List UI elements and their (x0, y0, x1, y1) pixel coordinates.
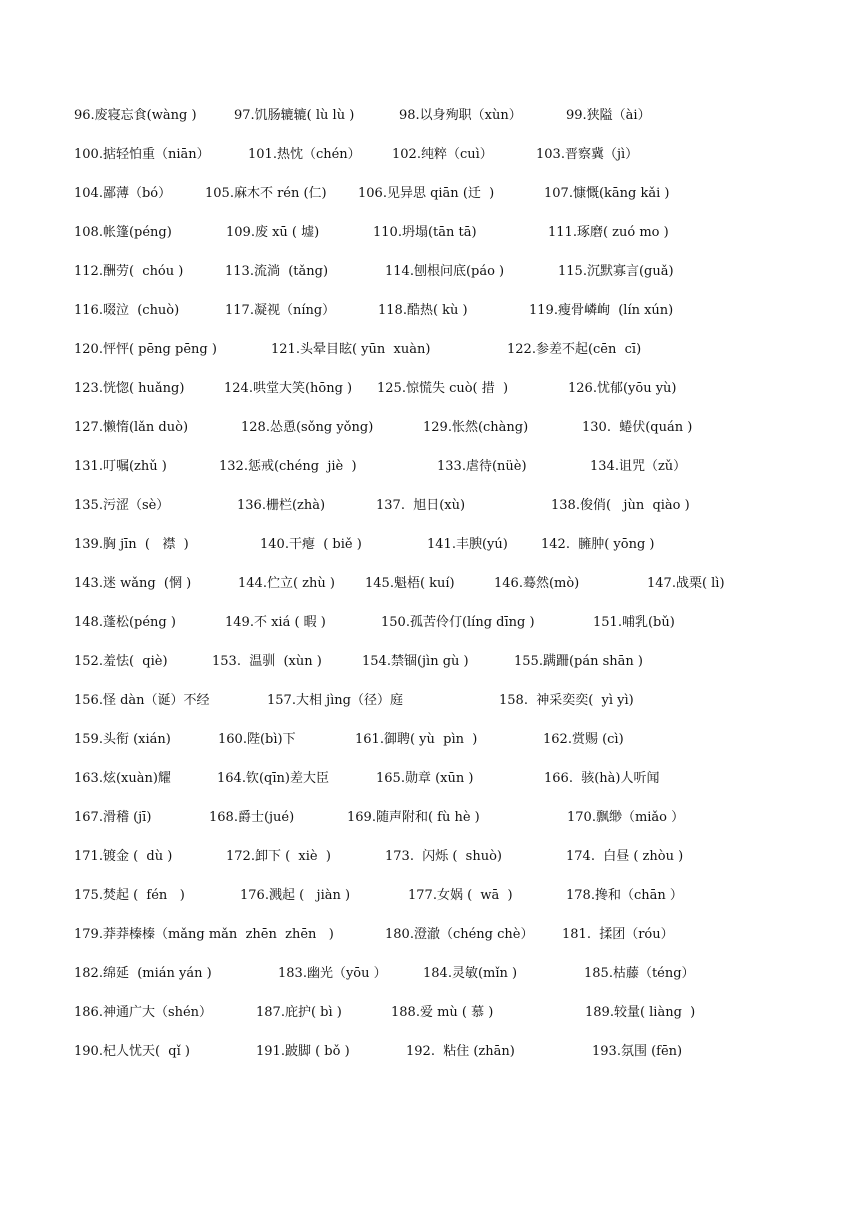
vocab-entry: 181. 揉团（róu） (562, 927, 674, 942)
vocab-entry: 151.哺乳(bǔ) (593, 615, 675, 630)
vocab-entry: 111.琢磨( zuó mo ) (548, 225, 669, 240)
vocab-entry: 175.焚起 ( fén ) (74, 888, 185, 903)
vocab-entry: 139.胸 jīn ( 襟 ) (74, 537, 189, 552)
vocab-entry: 114.刨根问底(páo ) (385, 264, 505, 279)
vocab-entry: 193.氛围 (fēn) (592, 1044, 683, 1059)
vocab-entry: 104.鄙薄（bó） (74, 186, 172, 201)
vocab-entry: 130. 蜷伏(quán ) (582, 420, 693, 435)
vocab-line (74, 302, 860, 324)
vocab-entry: 192. 粘住 (zhān) (406, 1044, 515, 1059)
vocab-entry: 157.大相 jìng（径）庭 (267, 693, 403, 708)
vocab-entry: 115.沉默寡言(guǎ) (558, 264, 674, 279)
vocab-entry: 128.怂恿(sǒng yǒng) (241, 420, 374, 435)
vocab-entry: 97.饥肠辘辘( lù lù ) (234, 108, 355, 123)
vocab-entry: 138.俊俏( jùn qiào ) (551, 498, 690, 513)
vocab-entry: 184.灵敏(mǐn ) (423, 966, 518, 981)
vocab-entry: 159.头衔 (xián) (74, 732, 171, 747)
vocab-entry: 125.惊慌失 cuò( 措 ) (377, 381, 509, 396)
vocab-entry: 132.惩戒(chéng jiè ) (219, 459, 357, 474)
vocab-entry: 165.勋章 (xūn ) (376, 771, 474, 786)
vocab-entry: 164.钦(qīn)差大臣 (217, 771, 329, 786)
vocab-line (74, 146, 860, 168)
vocab-line (74, 107, 860, 129)
vocab-line (74, 458, 860, 480)
vocab-line (74, 809, 860, 831)
vocab-entry: 186.神通广大（shén） (74, 1005, 213, 1020)
vocab-entry: 100.掂轻怕重（niān） (74, 147, 210, 162)
vocab-line (74, 887, 860, 909)
vocab-line (74, 419, 860, 441)
vocab-entry: 172.卸下 ( xiè ) (226, 849, 331, 864)
vocab-entry: 121.头晕目眩( yūn xuàn) (271, 342, 431, 357)
vocab-entry: 163.炫(xuàn)耀 (74, 771, 171, 786)
vocab-entry: 187.庇护( bì ) (256, 1005, 342, 1020)
vocab-entry: 119.瘦骨嶙峋 (lín xún) (529, 303, 674, 318)
vocab-entry: 145.魁梧( kuí) (365, 576, 455, 591)
vocab-entry: 177.女娲 ( wā ) (408, 888, 513, 903)
vocab-entry: 185.枯藤（téng） (584, 966, 695, 981)
vocab-entry: 153. 温驯 (xùn ) (212, 654, 322, 669)
vocab-entry: 182.绵延 (mián yán ) (74, 966, 212, 981)
vocab-entry: 103.晋察冀（jì） (536, 147, 639, 162)
vocab-entry: 110.坍塌(tān tā) (373, 225, 477, 240)
vocab-entry: 134.诅咒（zǔ） (590, 459, 687, 474)
vocab-entry: 140.干瘪 ( biě ) (260, 537, 362, 552)
vocab-entry: 150.孤苦伶仃(líng dīng ) (381, 615, 535, 630)
vocab-entry: 113.流淌 (tǎng) (225, 264, 329, 279)
vocab-entry: 154.禁锢(jìn gù ) (362, 654, 469, 669)
vocab-entry: 129.怅然(chàng) (423, 420, 529, 435)
vocab-entry: 98.以身殉职（xùn） (399, 108, 522, 123)
vocab-entry: 148.蓬松(péng ) (74, 615, 176, 630)
vocab-entry: 133.虐待(nüè) (437, 459, 527, 474)
vocab-entry: 131.叮嘱(zhǔ ) (74, 459, 167, 474)
vocab-entry: 112.酬劳( chóu ) (74, 264, 184, 279)
vocab-entry: 171.镀金 ( dù ) (74, 849, 173, 864)
vocab-entry: 144.伫立( zhù ) (238, 576, 335, 591)
vocab-entry: 116.啜泣 (chuò) (74, 303, 180, 318)
vocab-entry: 108.帐篷(péng) (74, 225, 172, 240)
vocab-entry: 168.爵士(jué) (209, 810, 295, 825)
vocab-entry: 190.杞人忧天( qǐ ) (74, 1044, 190, 1059)
vocab-entry: 189.较量( liàng ) (585, 1005, 696, 1020)
vocab-entry: 127.懒惰(lǎn duò) (74, 420, 189, 435)
vocab-entry: 124.哄堂大笑(hōng ) (224, 381, 353, 396)
vocab-entry: 188.爱 mù ( 慕 ) (391, 1005, 494, 1020)
vocab-line (74, 1004, 860, 1026)
vocab-entry: 156.怪 dàn（诞）不经 (74, 693, 210, 708)
vocab-entry: 176.溅起 ( jiàn ) (240, 888, 351, 903)
vocab-entry: 143.迷 wǎng (惘 ) (74, 576, 192, 591)
vocab-entry: 96.废寝忘食(wàng ) (74, 108, 197, 123)
vocab-line (74, 341, 860, 363)
vocab-entry: 137. 旭日(xù) (376, 498, 466, 513)
vocab-entry: 179.莽莽榛榛（mǎng mǎn zhēn zhēn ) (74, 927, 334, 942)
vocab-line (74, 926, 860, 948)
vocab-entry: 105.麻木不 rén (仁) (205, 186, 327, 201)
vocab-entry: 117.凝视（níng） (225, 303, 336, 318)
vocab-entry: 107.慷慨(kāng kǎi ) (544, 186, 670, 201)
vocab-entry: 191.跛脚 ( bǒ ) (256, 1044, 350, 1059)
vocab-line (74, 497, 860, 519)
vocab-entry: 158. 神采奕奕( yì yì) (499, 693, 634, 708)
vocab-line (74, 263, 860, 285)
vocab-entry: 180.澄澈（chéng chè） (385, 927, 534, 942)
vocab-entry: 136.栅栏(zhà) (237, 498, 326, 513)
vocab-line (74, 536, 860, 558)
vocab-entry: 141.丰腴(yú) (427, 537, 508, 552)
vocab-entry: 162.赏赐 (cì) (543, 732, 624, 747)
vocab-entry: 106.见异思 qiān (迁 ) (358, 186, 495, 201)
vocab-line (74, 185, 860, 207)
vocab-entry: 167.滑稽 (jī) (74, 810, 152, 825)
vocab-entry: 109.废 xū ( 墟) (226, 225, 320, 240)
vocab-entry: 174. 白昼 ( zhòu ) (566, 849, 684, 864)
vocab-line (74, 848, 860, 870)
vocab-entry: 135.污涩（sè） (74, 498, 170, 513)
vocab-line (74, 965, 860, 987)
vocab-line (74, 653, 860, 675)
vocab-entry: 160.陛(bì)下 (218, 732, 296, 747)
vocab-line (74, 692, 860, 714)
vocab-line (74, 1043, 860, 1065)
vocab-line (74, 575, 860, 597)
vocab-entry: 120.怦怦( pēng pēng ) (74, 342, 217, 357)
vocab-entry: 170.飘缈（miǎo ） (567, 810, 685, 825)
vocab-entry: 118.酷热( kù ) (378, 303, 468, 318)
vocab-entry: 99.狭隘（ài） (566, 108, 651, 123)
vocab-entry: 173. 闪烁 ( shuò) (385, 849, 502, 864)
vocab-entry: 161.御聘( yù pìn ) (355, 732, 478, 747)
vocab-entry: 149.不 xiá ( 暇 ) (225, 615, 326, 630)
vocab-entry: 146.蓦然(mò) (494, 576, 580, 591)
vocab-line (74, 224, 860, 246)
vocab-line (74, 380, 860, 402)
vocab-entry: 123.恍惚( huǎng) (74, 381, 185, 396)
vocab-entry: 169.随声附和( fù hè ) (347, 810, 480, 825)
vocab-entry: 147.战栗( lì) (647, 576, 725, 591)
vocab-entry: 102.纯粹（cuì） (392, 147, 493, 162)
vocab-entry: 152.羞怯( qiè) (74, 654, 168, 669)
vocab-entry: 178.搀和（chān ） (566, 888, 683, 903)
vocab-entry: 126.忧郁(yōu yù) (568, 381, 677, 396)
vocab-entry: 142. 臃肿( yōng ) (541, 537, 655, 552)
vocab-entry: 183.幽光（yōu ） (278, 966, 387, 981)
vocab-line (74, 614, 860, 636)
vocab-line (74, 770, 860, 792)
vocab-entry: 101.热忱（chén） (248, 147, 361, 162)
vocab-line (74, 731, 860, 753)
vocab-entry: 166. 骇(hà)人听闻 (544, 771, 660, 786)
vocab-entry: 155.蹒跚(pán shān ) (514, 654, 643, 669)
vocab-entry: 122.参差不起(cēn cī) (507, 342, 642, 357)
